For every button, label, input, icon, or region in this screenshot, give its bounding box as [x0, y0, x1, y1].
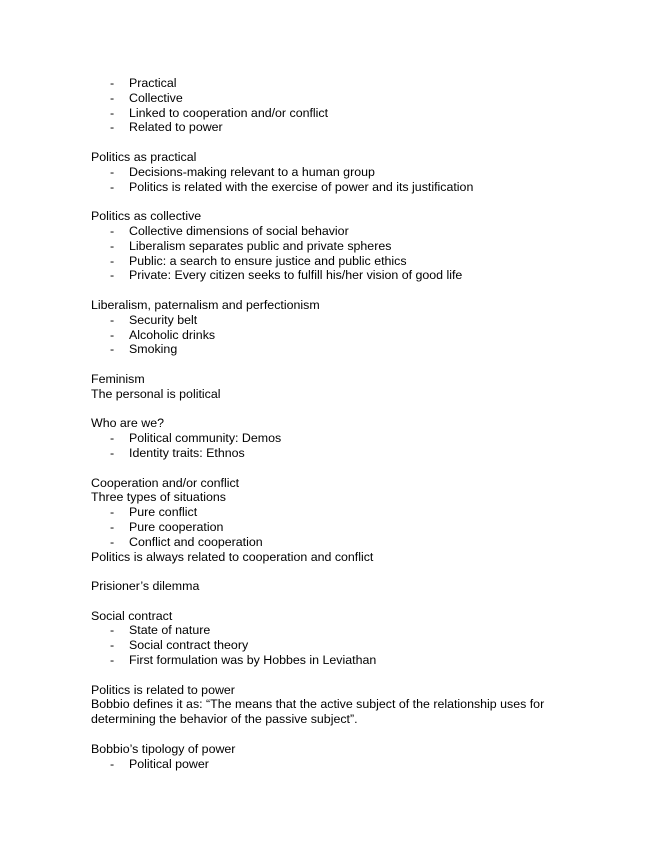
paragraph-spacer [91, 402, 571, 417]
bullet-dash-icon: - [110, 223, 115, 238]
bullet-text: State of nature [129, 623, 211, 638]
bullet-text: Practical [129, 76, 177, 90]
bullet-item [91, 431, 571, 446]
bullet-item [91, 505, 571, 520]
paragraph-spacer [91, 564, 571, 579]
bullet-text: Conflict and cooperation [129, 534, 263, 549]
bullet-item [91, 76, 571, 91]
bullet-text: Private: Every citizen seeks to fulfill his/her vision of good life [129, 268, 463, 283]
section-block [91, 76, 571, 135]
bullet-dash-icon: - [110, 431, 115, 446]
bullet-item [91, 254, 571, 269]
bullet-dash-icon: - [110, 327, 115, 342]
bullet-dash-icon: - [110, 653, 115, 668]
bullet-item [91, 623, 571, 638]
bullet-text: Linked to cooperation and/or conflict [129, 105, 329, 120]
section-text-line: Bobbio defines it as: “The means that the active subject of the relationship uses for determining the behavior of the passive subject”. [91, 697, 545, 727]
bullet-item [91, 224, 571, 239]
bullet-dash-icon: - [110, 342, 115, 357]
bullet-item [91, 91, 571, 106]
bullet-dash-icon: - [110, 519, 115, 534]
paragraph-spacer [91, 594, 571, 609]
bullet-item [91, 239, 571, 254]
section-block [91, 742, 571, 772]
bullet-dash-icon: - [110, 90, 115, 105]
bullet-text: Pure cooperation [129, 519, 224, 534]
bullet-item [91, 106, 571, 121]
bullet-text: Social contract theory [129, 638, 249, 653]
section-block [91, 209, 571, 283]
bullet-text: Political power [129, 756, 209, 771]
bullet-dash-icon: - [110, 312, 115, 327]
bullet-dash-icon: - [110, 76, 115, 90]
bullet-text: Politics is related with the exercise of power and its justification [129, 179, 474, 194]
section-block [91, 683, 571, 727]
bullet-text: Related to power [129, 120, 223, 135]
bullet-item [91, 638, 571, 653]
section-heading: Bobbio’s tipology of power [91, 741, 236, 756]
bullet-text: Security belt [129, 312, 198, 327]
paragraph-spacer [91, 194, 571, 209]
bullet-dash-icon: - [110, 638, 115, 653]
section-heading: Feminism [91, 371, 145, 386]
bullet-text: Collective dimensions of social behavior [129, 223, 349, 238]
bullet-item [91, 757, 571, 772]
paragraph-spacer [91, 461, 571, 476]
bullet-dash-icon: - [110, 164, 115, 179]
bullet-item [91, 313, 571, 328]
bullet-item [91, 268, 571, 283]
section-heading: Politics is related to power [91, 682, 235, 697]
section-block [91, 476, 571, 565]
bullet-dash-icon: - [110, 179, 115, 194]
bullet-item [91, 180, 571, 195]
bullet-dash-icon: - [110, 268, 115, 283]
section-block [91, 579, 571, 594]
bullet-text: Alcoholic drinks [129, 327, 216, 342]
bullet-item [91, 120, 571, 135]
bullet-item [91, 535, 571, 550]
section-text-line: Politics is always related to cooperation and conflict [91, 549, 374, 564]
section-text-line: The personal is political [91, 386, 221, 401]
bullet-dash-icon: - [110, 505, 115, 520]
bullet-dash-icon: - [110, 105, 115, 120]
section-text-line: Three types of situations [91, 490, 226, 505]
bullet-item [91, 165, 571, 180]
document-page [91, 76, 571, 771]
bullet-text: Smoking [129, 342, 178, 357]
paragraph-spacer [91, 135, 571, 150]
bullet-dash-icon: - [110, 623, 115, 638]
bullet-dash-icon: - [110, 238, 115, 253]
section-heading: Social contract [91, 608, 173, 623]
paragraph-spacer [91, 357, 571, 372]
section-heading: Cooperation and/or conflict [91, 475, 240, 490]
bullet-text: Public: a search to ensure justice and public ethics [129, 253, 407, 268]
bullet-text: Identity traits: Ethnos [129, 445, 245, 460]
section-heading: Politics as collective [91, 209, 202, 224]
bullet-item [91, 328, 571, 343]
section-heading: Politics as practical [91, 149, 197, 164]
paragraph-spacer [91, 668, 571, 683]
bullet-dash-icon: - [110, 120, 115, 135]
section-block [91, 609, 571, 668]
bullet-item [91, 653, 571, 668]
bullet-text: First formulation was by Hobbes in Leviathan [129, 653, 377, 668]
bullet-dash-icon: - [110, 445, 115, 460]
paragraph-spacer [91, 727, 571, 742]
bullet-item [91, 342, 571, 357]
section-block [91, 416, 571, 460]
bullet-text: Liberalism separates public and private spheres [129, 238, 392, 253]
bullet-dash-icon: - [110, 756, 115, 771]
section-block [91, 372, 571, 402]
section-block [91, 150, 571, 194]
bullet-dash-icon: - [110, 534, 115, 549]
bullet-text: Decisions-making relevant to a human group [129, 164, 375, 179]
section-heading: Prisioner’s dilemma [91, 579, 200, 594]
section-heading: Liberalism, paternalism and perfectionism [91, 297, 320, 312]
section-block [91, 298, 571, 357]
paragraph-spacer [91, 283, 571, 298]
bullet-text: Collective [129, 90, 183, 105]
bullet-text: Pure conflict [129, 505, 198, 520]
section-heading: Who are we? [91, 416, 165, 431]
bullet-text: Political community: Demos [129, 431, 282, 446]
bullet-item [91, 446, 571, 461]
bullet-dash-icon: - [110, 253, 115, 268]
bullet-item [91, 520, 571, 535]
